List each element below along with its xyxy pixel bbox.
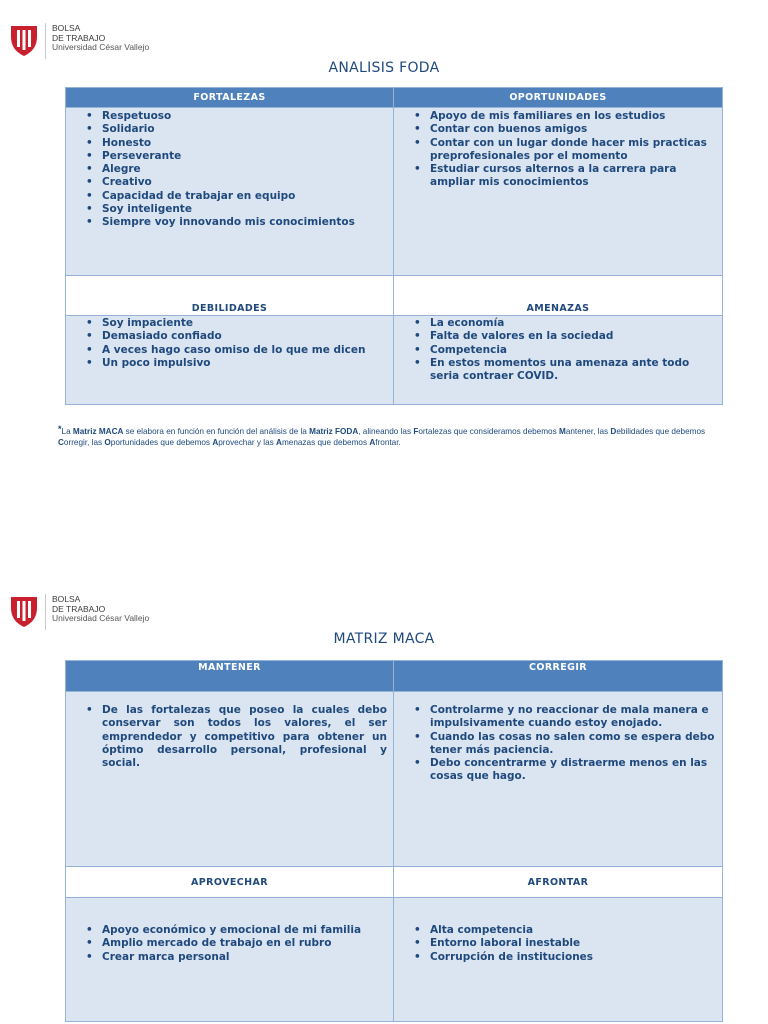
list-item: • Corrupción de instituciones: [430, 951, 722, 964]
list-item: • Alta competencia: [430, 924, 722, 937]
list-item: • Debo concentrarme y distraerme menos en las cosas que hago.: [430, 757, 722, 784]
logo-line-2: DE TRABAJO: [52, 603, 106, 614]
afrontar-header: [394, 867, 723, 898]
corregir-header: [394, 661, 723, 692]
note-text-7: orregir, las: [63, 438, 105, 447]
corregir-header-label: CORREGIR: [528, 662, 587, 673]
debilidades-cell: [66, 316, 394, 405]
list-item: • Apoyo económico y emocional de mi familia: [102, 924, 393, 937]
note-asterisk: *: [58, 424, 62, 434]
list-item: • Competencia: [430, 344, 722, 357]
foda-title: ANALISIS FODA: [328, 60, 440, 76]
list-item: • Alegre: [102, 163, 393, 176]
note-bold-6: C: [58, 438, 64, 447]
list-item: • La economía: [430, 317, 722, 330]
mantener-list: [66, 692, 393, 770]
corregir-list: [394, 692, 722, 784]
amenazas-header-label: AMENAZAS: [526, 303, 590, 314]
note-bold-7: O: [104, 438, 111, 447]
logo-text: [52, 594, 149, 624]
amenazas-list: [394, 316, 722, 383]
ucv-shield-icon: [9, 594, 39, 628]
list-item: • Honesto: [102, 137, 393, 150]
corregir-cell: [394, 692, 723, 867]
note-bold-8: A: [212, 438, 219, 447]
note-text-3: , alineando las: [358, 427, 414, 436]
note-bold-3: F: [413, 427, 419, 436]
list-item: • A veces hago caso omiso de lo que me dicen: [102, 344, 393, 357]
afrontar-header-label: AFRONTAR: [527, 876, 589, 888]
list-item: • Un poco impulsivo: [102, 357, 393, 370]
fortalezas-list: [66, 108, 393, 230]
list-item: • Apoyo de mis familiares en los estudios: [430, 110, 722, 123]
aprovechar-list: [66, 898, 393, 964]
list-item: • Contar con buenos amigos: [430, 123, 722, 136]
maca-title: MATRIZ MACA: [333, 631, 435, 647]
note-bold-2: Matriz FODA: [309, 427, 359, 436]
debilidades-list: [66, 316, 393, 370]
list-item: • Siempre voy innovando mis conocimientos: [102, 216, 393, 229]
logo-line-2: DE TRABAJO: [52, 32, 106, 43]
list-item: • Falta de valores en la sociedad: [430, 330, 722, 343]
aprovechar-header: [66, 867, 394, 898]
list-item: • Cuando las cosas no salen como se espera debo tener más paciencia.: [430, 731, 722, 758]
note-text-11: frontar.: [375, 438, 401, 447]
list-item: • Perseverante: [102, 150, 393, 163]
note-text-5: antener, las: [565, 427, 611, 436]
oportunidades-cell: [394, 108, 723, 276]
list-item: • Capacidad de trabajar en equipo: [102, 190, 393, 203]
list-item: • Estudiar cursos alternos a la carrera para ampliar mis conocimientos: [430, 163, 722, 190]
note-text-4: ortalezas que consideramos debemos: [418, 427, 559, 436]
debilidades-header: [66, 276, 394, 316]
logo-divider: [45, 594, 46, 630]
ucv-logo-bottom: [9, 594, 149, 630]
logo-divider: [45, 23, 46, 59]
maca-explanation-note: [58, 426, 708, 448]
fortalezas-cell: [66, 108, 394, 276]
list-item: • Contar con un lugar donde hacer mis practicas preprofesionales por el momento: [430, 137, 722, 164]
debilidades-header-label: DEBILIDADES: [191, 303, 268, 314]
fortalezas-header: FORTALEZAS: [66, 88, 394, 108]
list-item: • Demasiado confiado: [102, 330, 393, 343]
logo-line-1: BOLSA: [52, 594, 81, 604]
oportunidades-header: OPORTUNIDADES: [394, 88, 723, 108]
list-item: • En estos momentos una amenaza ante todo seria contraer COVID.: [430, 357, 722, 384]
list-item: • Crear marca personal: [102, 951, 393, 964]
list-item: • Creativo: [102, 176, 393, 189]
note-text-1: La: [61, 427, 73, 436]
note-text-8: portunidades que debemos: [110, 438, 213, 447]
note-text-9: provechar y las: [218, 438, 277, 447]
note-text-10: menazas que debemos: [281, 438, 370, 447]
logo-text: [52, 23, 149, 53]
amenazas-cell: [394, 316, 723, 405]
note-bold-1: Matriz MACA: [72, 427, 124, 436]
note-text-6: ebilidades que debemos: [616, 427, 706, 436]
maca-table: [65, 660, 723, 1022]
list-item: • Entorno laboral inestable: [430, 937, 722, 950]
note-bold-10: A: [369, 438, 376, 447]
list-item: • De las fortalezas que poseo la cuales debo conservar son todos los valores, el ser emprendedor y competitivo para obtener un óptimo desarrollo personal, profesional y social.: [102, 704, 393, 770]
oportunidades-list: [394, 108, 722, 190]
logo-line-3: Universidad César Vallejo: [52, 613, 150, 623]
ucv-shield-icon: [9, 23, 39, 57]
amenazas-header: [394, 276, 723, 316]
list-item: • Respetuoso: [102, 110, 393, 123]
list-item: • Amplio mercado de trabajo en el rubro: [102, 937, 393, 950]
list-item: • Controlarme y no reaccionar de mala manera e impulsivamente cuando estoy enojado.: [430, 704, 722, 731]
note-bold-4: M: [558, 427, 566, 436]
note-bold-9: A: [276, 438, 282, 447]
afrontar-cell: [394, 898, 723, 1022]
afrontar-list: [394, 898, 722, 964]
ucv-logo-top: [9, 23, 149, 59]
foda-table: [65, 87, 723, 405]
list-item: • Solidario: [102, 123, 393, 136]
logo-line-1: BOLSA: [52, 23, 81, 33]
aprovechar-header-label: APROVECHAR: [191, 876, 268, 888]
mantener-header: [66, 661, 394, 692]
aprovechar-cell: [66, 898, 394, 1022]
logo-line-3: Universidad César Vallejo: [52, 42, 150, 52]
note-text-2: se elabora en función en función del análisis de la: [123, 427, 310, 436]
mantener-header-label: MANTENER: [198, 662, 261, 673]
list-item: • Soy impaciente: [102, 317, 393, 330]
mantener-cell: [66, 692, 394, 867]
list-item: • Soy inteligente: [102, 203, 393, 216]
note-bold-5: D: [610, 427, 617, 436]
